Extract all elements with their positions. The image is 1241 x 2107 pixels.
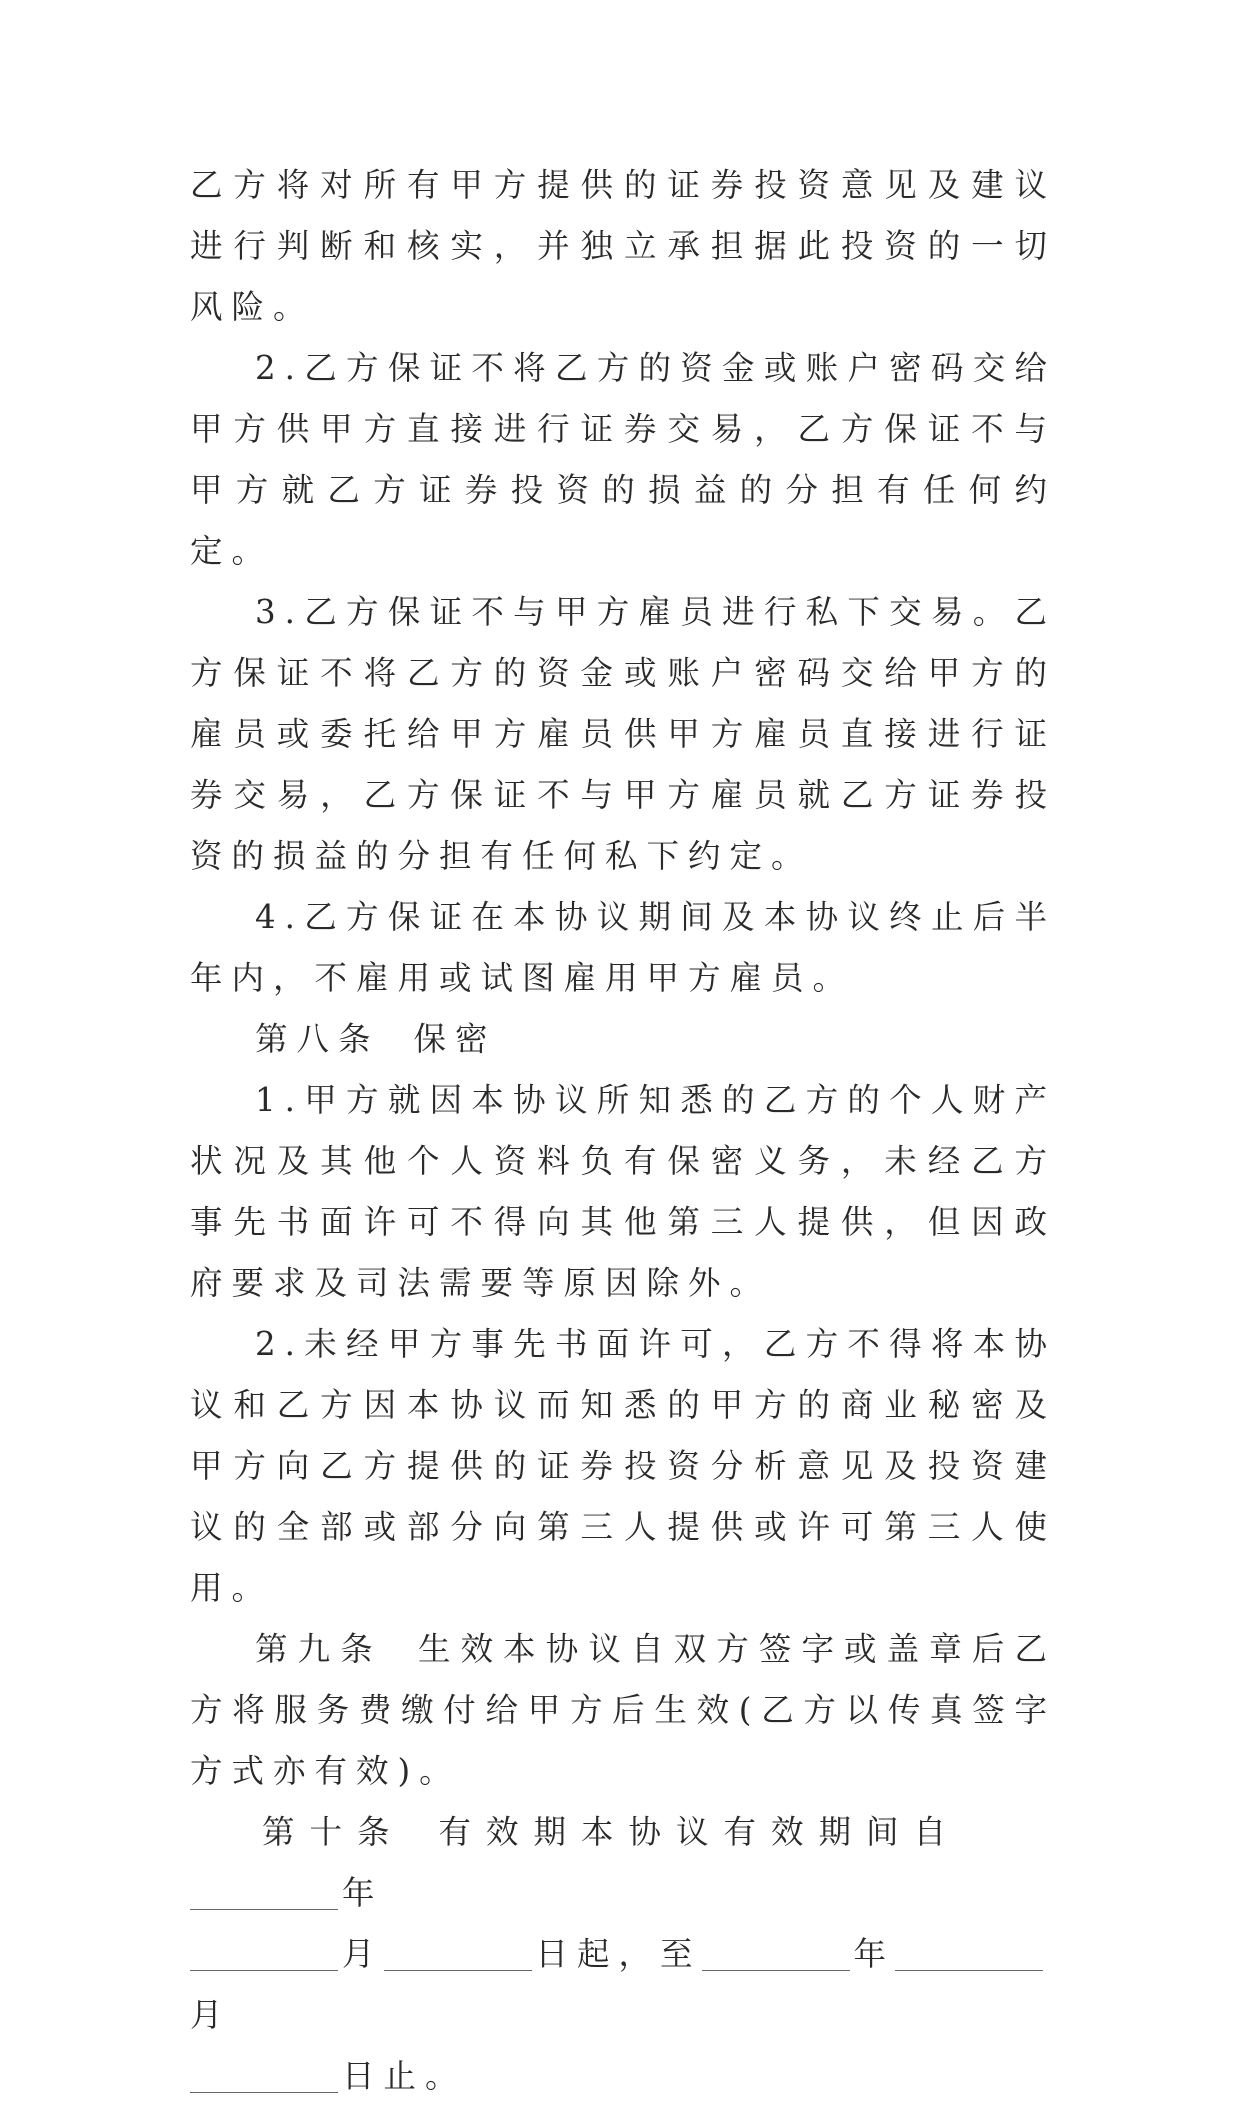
end-day-unit: 日止。 (342, 2057, 467, 2095)
article-10-label: 第十条 (262, 1813, 405, 1851)
start-month-unit: 月 (342, 1935, 384, 1973)
clause-8-1: 1.甲方就因本协议所知悉的乙方的个人财产状况及其他个人资料负有保密义务，未经乙方事先书面许可不得向其他第三人提供，但因政府要求及司法需要等原因除外。 (190, 1081, 1056, 1302)
article-9 (190, 1619, 1056, 1802)
end-day-blank[interactable] (190, 2052, 338, 2093)
clause-8-2: 2.未经甲方事先书面许可，乙方不得将本协议和乙方因本协议而知悉的甲方的商业秘密及甲方向乙方提供的证券投资分析意见及投资建议的全部或部分向第三人提供或许可第三人使用。 (190, 1325, 1056, 1607)
article-8-label: 第八条 (255, 1020, 380, 1058)
article-10-line-3 (190, 2046, 1056, 2107)
article-10-line-2 (190, 1924, 1056, 2046)
article-9-text: 生效本协议自双方签字或盖章后乙方将服务费缴付给甲方后生效(乙方以传真签字方式亦有效)。 (190, 1630, 1056, 1790)
article-10 (190, 1802, 1056, 1924)
document-page (190, 155, 1056, 2107)
clause-7-4: 4.乙方保证在本协议期间及本协议终止后半年内，不雇用或试图雇用甲方雇员。 (190, 898, 1056, 997)
end-month-blank[interactable] (895, 1930, 1043, 1971)
end-year-unit: 年 (853, 1935, 896, 1973)
end-year-blank[interactable] (702, 1930, 850, 1971)
article-8-heading (190, 1009, 1056, 1070)
end-month-unit: 月 (190, 1996, 232, 2034)
clause-7-3: 3.乙方保证不与甲方雇员进行私下交易。乙方保证不将乙方的资金或账户密码交给甲方的雇员或委托给甲方雇员供甲方雇员直接进行证券交易，乙方保证不与甲方雇员就乙方证券投资的损益的分担有任何私下约定。 (190, 593, 1056, 875)
article-10-text: 有效期本协议有效期间自 (438, 1813, 962, 1851)
start-day-blank[interactable] (384, 1930, 532, 1971)
clause-7-2: 2.乙方保证不将乙方的资金或账户密码交给甲方供甲方直接进行证券交易，乙方保证不与甲方就乙方证券投资的损益的分担有任何约定。 (190, 349, 1056, 570)
article-8-title: 保密 (413, 1020, 497, 1058)
start-year-unit: 年 (342, 1874, 390, 1912)
start-year-blank[interactable] (190, 1869, 338, 1910)
paragraph-risk: 乙方将对所有甲方提供的证券投资意见及建议进行判断和核实，并独立承担据此投资的一切风险。 (190, 166, 1056, 326)
start-month-blank[interactable] (190, 1930, 338, 1971)
article-9-label: 第九条 (255, 1630, 383, 1668)
start-day-unit: 日起，至 (535, 1935, 702, 1973)
